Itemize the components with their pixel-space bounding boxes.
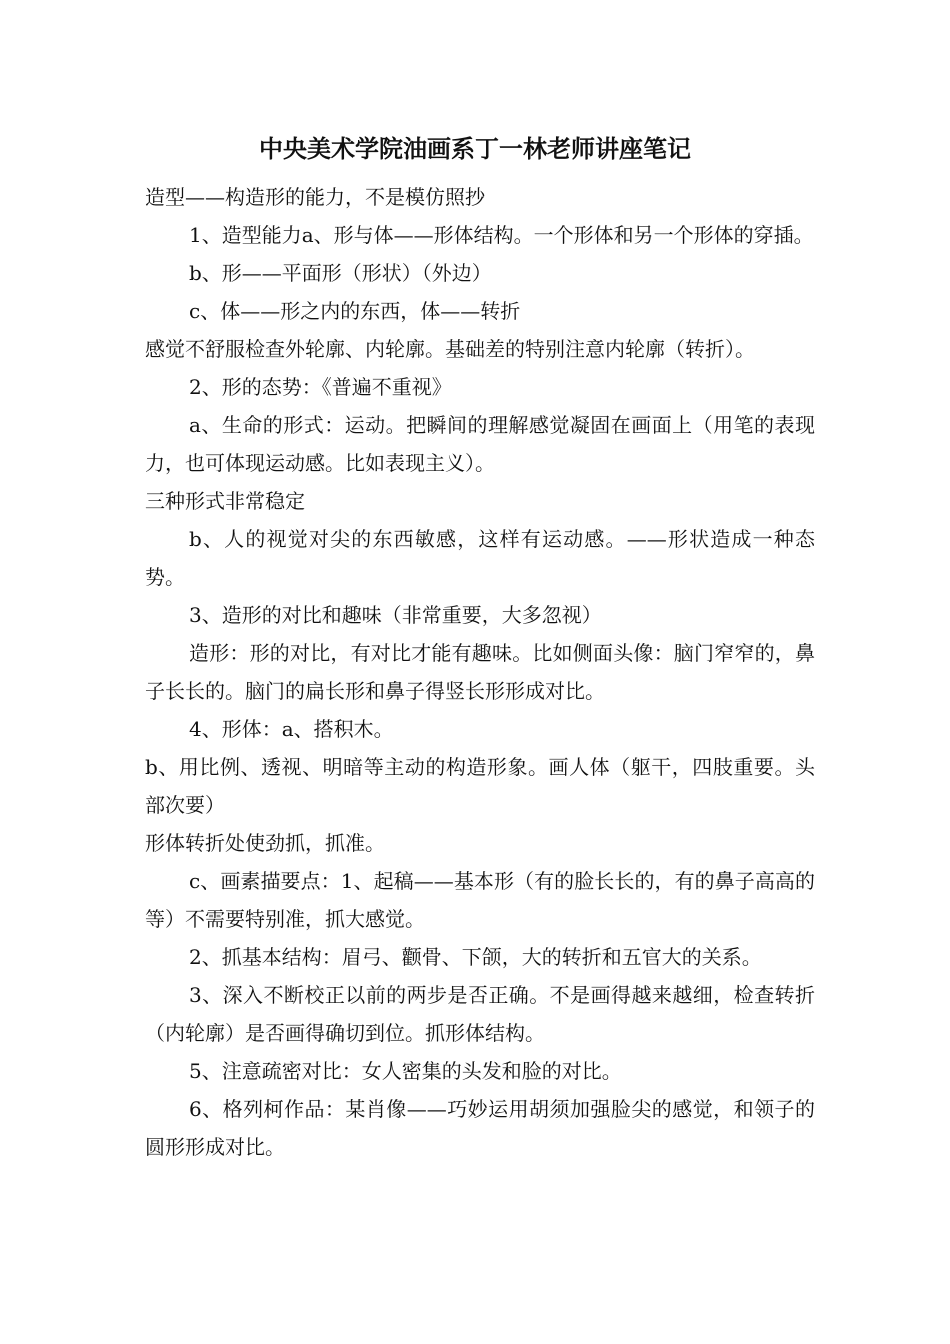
paragraph-12: 4、形体：a、搭积木。 [189, 717, 394, 741]
paragraph-17: 3、深入不断校正以前的两步是否正确。不是画得越来越细，检查转折（内轮廓）是否画得确切到位。抓形体结构。 [145, 983, 815, 1045]
document-body [145, 178, 815, 1166]
paragraph-1: 造型——构造形的能力，不是模仿照抄 [145, 185, 485, 209]
paragraph-11: 造形：形的对比，有对比才能有趣味。比如侧面头像：脑门窄窄的，鼻子长长的。脑门的扁长形和鼻子得竖长形形成对比。 [145, 641, 815, 703]
paragraph-5: 感觉不舒服检查外轮廓、内轮廓。基础差的特别注意内轮廓（转折）。 [145, 337, 755, 361]
paragraph-14: 形体转折处使劲抓，抓准。 [145, 831, 385, 855]
paragraph-7: a、生命的形式：运动。把瞬间的理解感觉凝固在画面上（用笔的表现力，也可体现运动感。比如表现主义）。 [145, 413, 815, 475]
paragraph-9: b、人的视觉对尖的东西敏感，这样有运动感。——形状造成一种态势。 [145, 527, 815, 589]
paragraph-13: b、用比例、透视、明暗等主动的构造形象。画人体（躯干，四肢重要。头部次要） [145, 755, 815, 817]
paragraph-18: 5、注意疏密对比：女人密集的头发和脸的对比。 [189, 1059, 622, 1083]
paragraph-16: 2、抓基本结构：眉弓、颧骨、下颌，大的转折和五官大的关系。 [189, 945, 762, 969]
paragraph-10: 3、造形的对比和趣味（非常重要，大多忽视） [189, 603, 602, 627]
paragraph-6: 2、形的态势：《普遍不重视》 [189, 375, 452, 399]
paragraph-2: 1、造型能力a、形与体——形体结构。一个形体和另一个形体的穿插。 [189, 223, 814, 247]
document-title: 中央美术学院油画系丁一林老师讲座笔记 [259, 134, 691, 163]
paragraph-8: 三种形式非常稳定 [145, 489, 305, 513]
paragraph-15: c、画素描要点：1、起稿——基本形（有的脸长长的，有的鼻子高高的等）不需要特别准，抓大感觉。 [145, 869, 815, 931]
paragraph-3: b、形——平面形（形状）（外边） [189, 261, 492, 285]
paragraph-4: c、体——形之内的东西，体——转折 [189, 299, 521, 323]
paragraph-19: 6、格列柯作品：某肖像——巧妙运用胡须加强脸尖的感觉，和领子的圆形形成对比。 [145, 1097, 815, 1159]
